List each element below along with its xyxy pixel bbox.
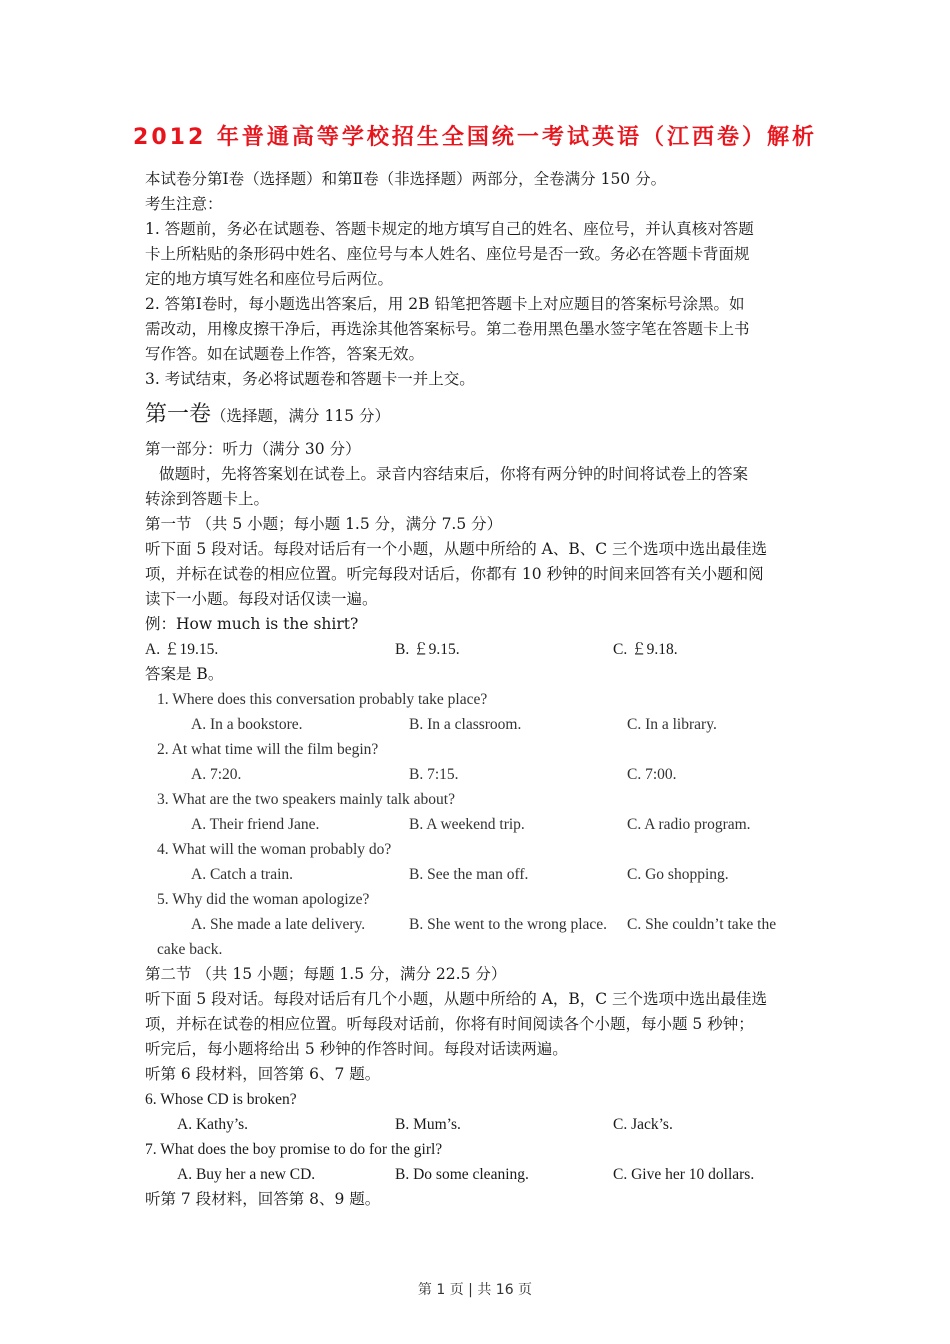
option-c: C. ￡9.18. (613, 641, 678, 658)
option-a: A. Kathy’s. (177, 1116, 249, 1133)
part1-instruction: 做题时，先将答案划在试卷上。录音内容结束后，你将有两分钟的时间将试卷上的答案 (159, 465, 749, 483)
part1-instruction: 转涂到答题卡上。 (145, 490, 270, 508)
notice-line: 定的地方填写姓名和座位号后两位。 (145, 270, 394, 288)
notice-line: 3. 考试结束，务必将试题卷和答题卡一并上交。 (145, 370, 475, 388)
material-7-heading: 听第 7 段材料，回答第 8、9 题。 (145, 1190, 381, 1208)
volume-heading (145, 398, 810, 433)
notice-line: 1. 答题前，务必在试题卷、答题卡规定的地方填写自己的姓名、座位号，并认真核对答题 (145, 220, 754, 238)
option-b: B. Do some cleaning. (395, 1166, 529, 1183)
question-3: 3. What are the two speakers mainly talk about? (157, 791, 455, 808)
option-c: C. Give her 10 dollars. (613, 1166, 755, 1183)
part1-heading: 第一部分：听力（满分 30 分） (145, 440, 361, 458)
material-6-heading: 听第 6 段材料，回答第 6、7 题。 (145, 1065, 381, 1083)
option-c: C. She couldn’t take the (627, 916, 777, 933)
section2-instruction: 听下面 5 段对话。每段对话后有几个小题，从题中所给的 A，B，C 三个选项中选出最佳选 (145, 990, 768, 1008)
question-5: 5. Why did the woman apologize? (157, 891, 370, 908)
option-c: C. Jack’s. (613, 1116, 673, 1133)
option-a: A. Buy her a new CD. (177, 1166, 316, 1183)
question-1: 1. Where does this conversation probably take place? (157, 691, 488, 708)
option-b: B. See the man off. (409, 866, 529, 883)
document-body (145, 167, 810, 1212)
option-b: B. Mum’s. (395, 1116, 461, 1133)
option-b: B. She went to the wrong place. (409, 916, 608, 933)
question-5-options (145, 912, 810, 937)
question-7-options (145, 1162, 810, 1187)
question-2: 2. At what time will the film begin? (157, 741, 379, 758)
section1-heading: 第一节 （共 5 小题；每小题 1.5 分，满分 7.5 分） (145, 515, 503, 533)
question-7: 7. What does the boy promise to do for the girl? (145, 1141, 443, 1158)
notice-line: 2. 答第Ⅰ卷时，每小题选出答案后，用 2B 铅笔把答题卡上对应题目的答案标号涂黑。如 (145, 295, 745, 313)
option-b: B. ￡9.15. (395, 641, 460, 658)
section1-instruction: 项，并标在试卷的相应位置。听完每段对话后，你都有 10 秒钟的时间来回答有关小题和阅 (145, 565, 764, 583)
example-question: 例：How much is the shirt? (145, 615, 359, 633)
section1-instruction: 听下面 5 段对话。每段对话后有一个小题，从题中所给的 A、B、C 三个选项中选出最佳选 (145, 540, 768, 558)
question-6-options (145, 1112, 810, 1137)
example-answer: 答案是 B。 (145, 665, 224, 683)
question-5-continuation: cake back. (157, 941, 223, 958)
volume-title: 第一卷 (145, 402, 212, 427)
notice-line: 卡上所粘贴的条形码中姓名、座位号与本人姓名、座位号是否一致。务必在答题卡背面规 (145, 245, 750, 263)
intro-text: 本试卷分第Ⅰ卷（选择题）和第Ⅱ卷（非选择题）两部分，全卷满分 150 分。 (145, 170, 667, 188)
option-c: C. A radio program. (627, 816, 751, 833)
option-b: B. 7:15. (409, 766, 459, 783)
question-6: 6. Whose CD is broken? (145, 1091, 297, 1108)
question-4-options (145, 862, 810, 887)
section2-instruction: 项，并标在试卷的相应位置。听每段对话前，你将有时间阅读各个小题，每小题 5 秒钟； (145, 1015, 754, 1033)
option-c: C. 7:00. (627, 766, 677, 783)
option-b: B. In a classroom. (409, 716, 522, 733)
question-2-options (145, 762, 810, 787)
notice-heading: 考生注意： (145, 195, 223, 213)
section2-heading: 第二节 （共 15 小题；每题 1.5 分，满分 22.5 分） (145, 965, 507, 983)
option-a: A. In a bookstore. (191, 716, 303, 733)
question-3-options (145, 812, 810, 837)
volume-subtitle: （选择题，满分 115 分） (211, 407, 390, 425)
option-c: C. Go shopping. (627, 866, 729, 883)
option-a: A. She made a late delivery. (191, 916, 366, 933)
notice-line: 需改动，用橡皮擦干净后，再选涂其他答案标号。第二卷用黑色墨水签字笔在答题卡上书 (145, 320, 750, 338)
option-b: B. A weekend trip. (409, 816, 525, 833)
example-options (145, 637, 810, 662)
option-a: A. 7:20. (191, 766, 242, 783)
question-1-options (145, 712, 810, 737)
option-a: A. Catch a train. (191, 866, 294, 883)
page-footer: 第 1 页 | 共 16 页 (417, 1282, 533, 1298)
option-c: C. In a library. (627, 716, 717, 733)
option-a: A. Their friend Jane. (191, 816, 320, 833)
question-4: 4. What will the woman probably do? (157, 841, 392, 858)
notice-line: 写作答。如在试题卷上作答，答案无效。 (145, 345, 425, 363)
section2-instruction: 听完后，每小题将给出 5 秒钟的作答时间。每段对话读两遍。 (145, 1040, 568, 1058)
section1-instruction: 读下一小题。每段对话仅读一遍。 (145, 590, 378, 608)
option-a: A. ￡19.15. (145, 641, 219, 658)
document-title: 2012 年普通高等学校招生全国统一考试英语（江西卷）解析 (133, 125, 817, 150)
